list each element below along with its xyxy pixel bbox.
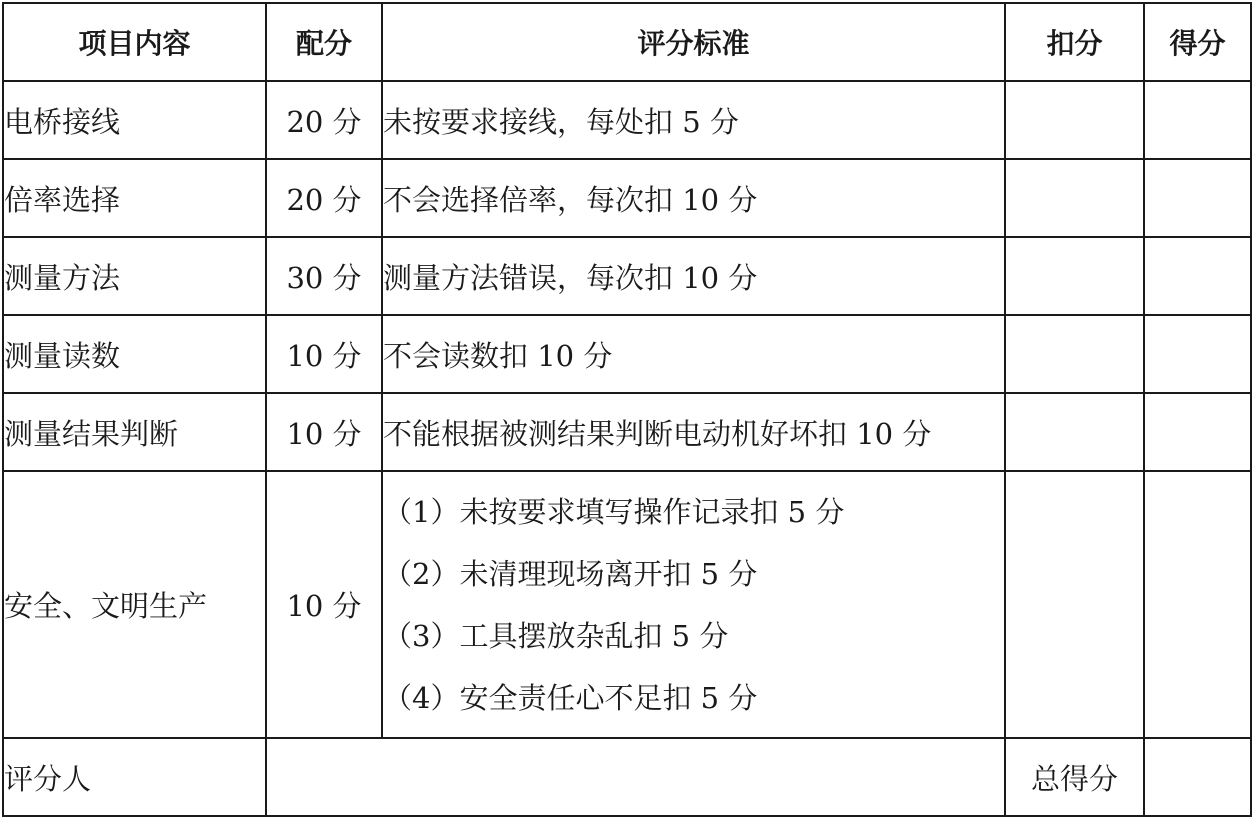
deduct-cell[interactable] xyxy=(1005,315,1144,393)
safety-criteria-item: （2）未清理现场离开扣 5 分 xyxy=(383,556,758,591)
item-criteria: 不会读数扣 10 分 xyxy=(382,315,1005,393)
table-row xyxy=(3,315,1251,393)
table-row xyxy=(3,81,1251,159)
grader-name-cell[interactable] xyxy=(266,738,1005,816)
table-row-safety xyxy=(3,471,1251,738)
item-criteria: 不会选择倍率，每次扣 10 分 xyxy=(382,159,1005,237)
score-cell[interactable] xyxy=(1144,159,1251,237)
safety-criteria-item: （4）安全责任心不足扣 5 分 xyxy=(383,680,758,715)
item-points: 20 分 xyxy=(266,159,382,237)
header-points: 配分 xyxy=(266,3,382,81)
item-name: 倍率选择 xyxy=(3,159,266,237)
header-criteria: 评分标准 xyxy=(382,3,1005,81)
scoring-table xyxy=(2,2,1252,817)
header-row xyxy=(3,3,1251,81)
item-name: 测量方法 xyxy=(3,237,266,315)
score-cell[interactable] xyxy=(1144,81,1251,159)
deduct-cell[interactable] xyxy=(1005,237,1144,315)
safety-criteria-item: （3）工具摆放杂乱扣 5 分 xyxy=(383,618,729,653)
header-item: 项目内容 xyxy=(3,3,266,81)
header-score: 得分 xyxy=(1144,3,1251,81)
deduct-cell[interactable] xyxy=(1005,81,1144,159)
table-row xyxy=(3,393,1251,471)
item-points: 10 分 xyxy=(266,315,382,393)
table-row xyxy=(3,237,1251,315)
item-name: 电桥接线 xyxy=(3,81,266,159)
item-points: 20 分 xyxy=(266,81,382,159)
deduct-cell[interactable] xyxy=(1005,393,1144,471)
item-criteria: 未按要求接线，每处扣 5 分 xyxy=(382,81,1005,159)
item-points: 10 分 xyxy=(266,393,382,471)
safety-criteria-list xyxy=(382,471,1005,738)
item-name: 安全、文明生产 xyxy=(3,471,266,738)
safety-criteria-item: （1）未按要求填写操作记录扣 5 分 xyxy=(383,494,845,529)
score-cell[interactable] xyxy=(1144,393,1251,471)
header-deduct: 扣分 xyxy=(1005,3,1144,81)
total-score-label: 总得分 xyxy=(1005,738,1144,816)
footer-row xyxy=(3,738,1251,816)
table-row xyxy=(3,159,1251,237)
item-criteria: 不能根据被测结果判断电动机好坏扣 10 分 xyxy=(382,393,1005,471)
grader-label: 评分人 xyxy=(3,738,266,816)
item-name: 测量结果判断 xyxy=(3,393,266,471)
item-points: 30 分 xyxy=(266,237,382,315)
score-cell[interactable] xyxy=(1144,471,1251,738)
item-criteria: 测量方法错误，每次扣 10 分 xyxy=(382,237,1005,315)
item-points: 10 分 xyxy=(266,471,382,738)
score-cell[interactable] xyxy=(1144,237,1251,315)
total-score-cell[interactable] xyxy=(1144,738,1251,816)
deduct-cell[interactable] xyxy=(1005,471,1144,738)
score-cell[interactable] xyxy=(1144,315,1251,393)
item-name: 测量读数 xyxy=(3,315,266,393)
deduct-cell[interactable] xyxy=(1005,159,1144,237)
